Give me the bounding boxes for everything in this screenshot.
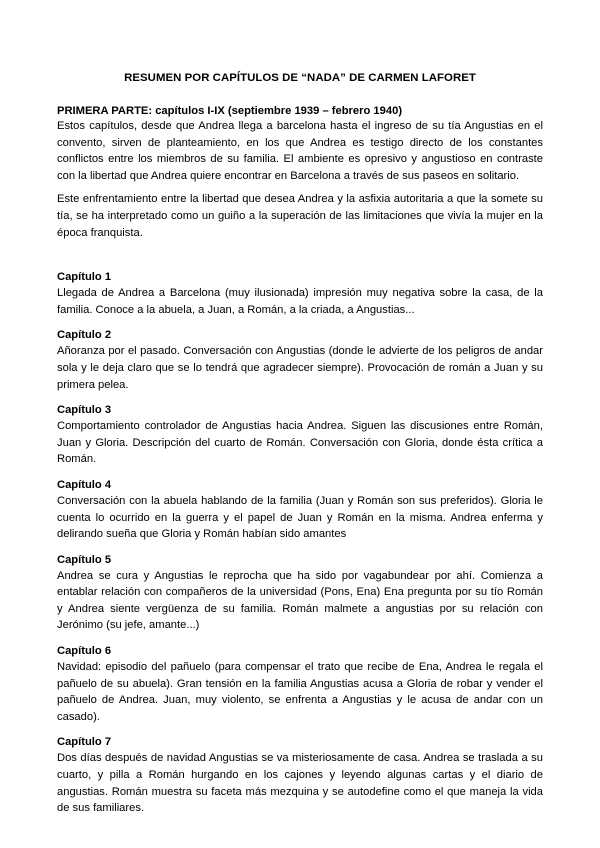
- chapter-section: [57, 403, 543, 468]
- spacer: [57, 184, 543, 191]
- part-heading: PRIMERA PARTE: capítulos I-IX (septiembre 1939 – febrero 1940): [57, 105, 403, 117]
- chapter-summary: Llegada de Andrea a Barcelona (muy ilusionada) impresión muy negativa sobre la casa, de la familia. Conoce a la abuela, a Juan, a Román, a la criada, a Angustias...: [57, 287, 543, 316]
- chapter-summary: Conversación con la abuela hablando de la familia (Juan y Román son sus preferidos). Gloria le cuenta lo ocurrido en la guerra y el papel de Juan y Román en la misma. Andrea enferma y delirando sueña que Gloria y Román habían sido amantes: [57, 494, 543, 541]
- chapter-summary: Dos días después de navidad Angustias se va misteriosamente de casa. Andrea se traslada a su cuarto, y pilla a Román hurgando en los cajones y leyendo algunas cartas y el diario de angustias. Román muestra su faceta más mezquina y se autodefine como el que maneja la vida de sus familiares.: [57, 752, 543, 815]
- chapter-title: Capítulo 3: [57, 404, 112, 417]
- document-title: RESUMEN POR CAPÍTULOS DE “NADA” DE CARMEN LAFORET: [124, 72, 476, 84]
- chapter-title: Capítulo 1: [57, 271, 112, 284]
- intro-paragraph: Este enfrentamiento entre la libertad que desea Andrea y la asfixia autoritaria a que la somete su tía, se ha interpretado como un guiño a la superación de las limitaciones que vivía la mujer en la época franquista.: [57, 193, 543, 239]
- chapter-summary: Añoranza por el pasado. Conversación con Angustias (donde le advierte de los peligros de andar sola y le deja claro que se lo tendrá que agradecer siempre). Provocación de román a Juan y su primera pelea.: [57, 345, 543, 391]
- chapter-section: [57, 553, 543, 634]
- chapter-section: [57, 328, 543, 393]
- chapter-section: [57, 270, 543, 318]
- document-page: [57, 71, 543, 827]
- intro-paragraph: Estos capítulos, desde que Andrea llega a barcelona hasta el ingreso de su tía Angustias en el convento, sirven de planteamiento, en los que Andrea es testigo directo de los constantes conflictos entre los miembros de su familia. El ambiente es opresivo y angustioso en contraste con la libertad que Andrea quiere encontrar en Barcelona a través de sus paseos en solitario.: [57, 120, 543, 182]
- chapter-title: Capítulo 5: [57, 553, 112, 566]
- chapter-summary: Comportamiento controlador de Angustias hacia Andrea. Siguen las discusiones entre Román, Juan y Gloria. Descripción del cuarto de Román. Conversación con Gloria, donde ésta crítica a Román.: [57, 420, 543, 466]
- chapter-title: Capítulo 2: [57, 329, 112, 342]
- chapter-title: Capítulo 6: [57, 645, 112, 658]
- chapter-section: [57, 735, 543, 816]
- chapter-section: [57, 644, 543, 725]
- chapter-section: [57, 478, 543, 543]
- chapter-summary: Navidad: episodio del pañuelo (para compensar el trato que recibe de Ena, Andrea le regala el pañuelo de su abuela). Gran tensión en la familia Angustias acusa a Gloria de robar y vender el pañuelo de Andrea. Juan, muy violento, se enfrenta a Angustias y le acusa de andar con un casado).: [57, 661, 543, 723]
- chapter-title: Capítulo 7: [57, 736, 112, 749]
- chapter-summary: Andrea se cura y Angustias le reprocha que ha sido por vagabundear por ahí. Comienza a entablar relación con compañeros de la universidad (Pons, Ena) Ena pregunta por su tío Román y Andrea siente vergüenza de su familia. Román malmete a angustias por su relación con Jerónimo (su jefe, amante...): [57, 569, 543, 632]
- chapter-title: Capítulo 4: [57, 478, 112, 491]
- spacer: [57, 241, 543, 270]
